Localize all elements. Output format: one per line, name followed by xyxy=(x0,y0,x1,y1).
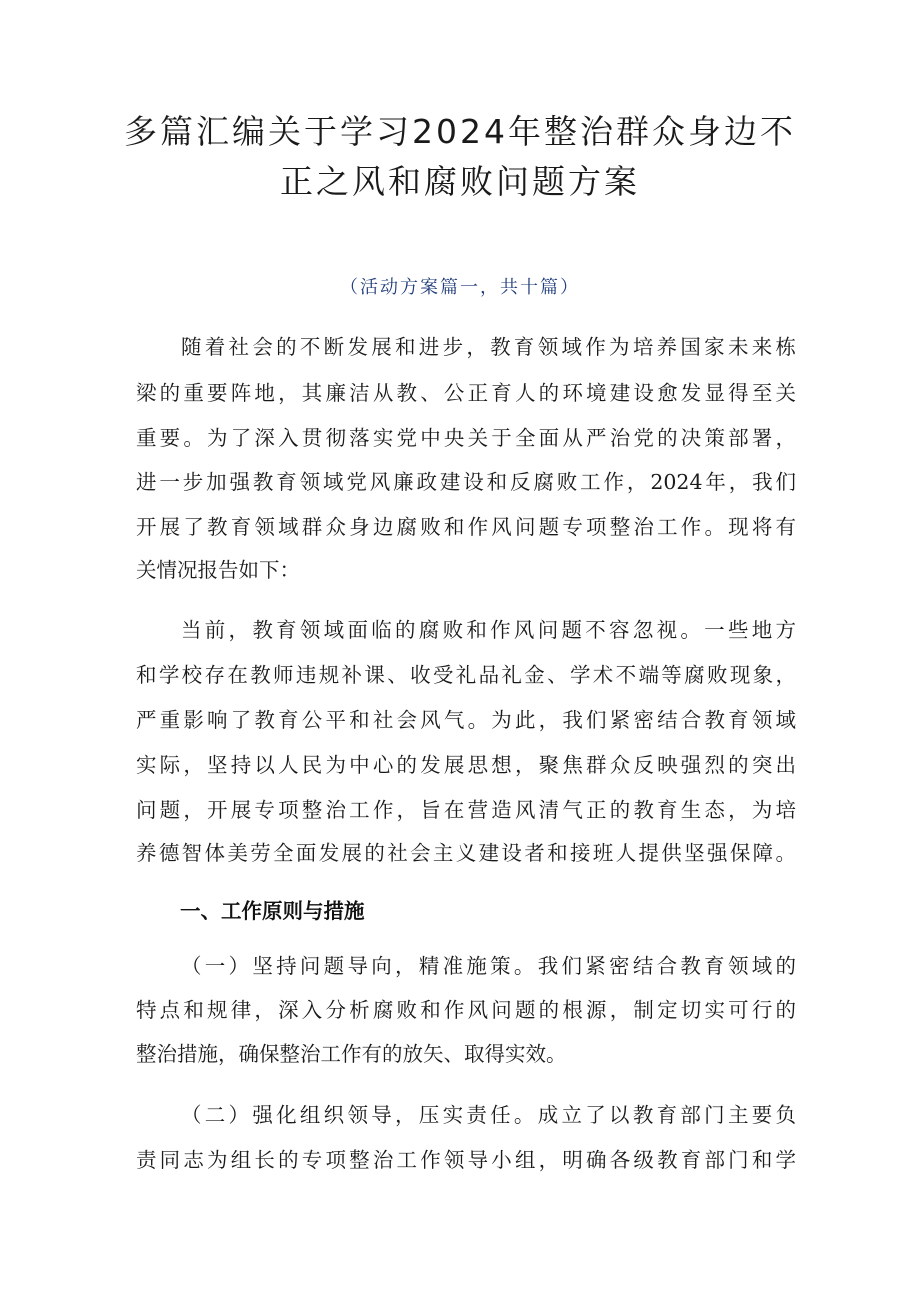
paragraph-1-line-1: 随着社会的不断发展和进步，教育领域作为培养国家未来栋 xyxy=(181,335,796,359)
paragraph-1-line-5: 开展了教育领域群众身边腐败和作风问题专项整治工作。现将有 xyxy=(136,515,796,539)
paragraph-3-line-2: 特点和规律，深入分析腐败和作风问题的根源，制定切实可行的 xyxy=(136,998,796,1022)
paragraph-2-line-4: 实际，坚持以人民为中心的发展思想，聚焦群众反映强烈的突出 xyxy=(136,753,796,777)
paragraph-1-line-2: 梁的重要阵地，其廉洁从教、公正育人的环境建设愈发显得至关 xyxy=(136,381,796,405)
paragraph-2-line-5: 问题，开展专项整治工作，旨在营造风清气正的教育生态，为培 xyxy=(136,798,796,822)
paragraph-1-line-3: 重要。为了深入贯彻落实党中央关于全面从严治党的决策部署， xyxy=(136,426,796,450)
document-title-line-1: 多篇汇编关于学习2024年整治群众身边不 xyxy=(124,112,796,151)
paragraph-4-line-1: （二）强化组织领导，压实责任。成立了以教育部门主要负 xyxy=(181,1103,796,1127)
paragraph-3-line-3: 整治措施，确保整治工作有的放矢、取得实效。 xyxy=(136,1042,567,1066)
document-title-line-2: 正之风和腐败问题方案 xyxy=(280,162,640,201)
paragraph-2-line-6: 养德智体美劳全面发展的社会主义建设者和接班人提供坚强保障。 xyxy=(136,841,796,865)
paragraph-3-line-1: （一）坚持问题导向，精准施策。我们紧密结合教育领域的 xyxy=(181,954,796,978)
paragraph-1-line-4: 进一步加强教育领域党风廉政建设和反腐败工作，2024年，我们 xyxy=(136,470,796,494)
paragraph-4-line-2: 责同志为组长的专项整治工作领导小组，明确各级教育部门和学 xyxy=(136,1148,796,1172)
paragraph-2-line-3: 严重影响了教育公平和社会风气。为此，我们紧密结合教育领域 xyxy=(136,708,796,732)
section-heading-1: 一、工作原则与措施 xyxy=(180,899,365,923)
paragraph-1-line-6: 关情况报告如下： xyxy=(136,558,300,582)
paragraph-2-line-1: 当前，教育领域面临的腐败和作风问题不容忽视。一些地方 xyxy=(181,618,796,642)
paragraph-2-line-2: 和学校存在教师违规补课、收受礼品礼金、学术不端等腐败现象， xyxy=(136,663,796,687)
document-subtitle: （活动方案篇一，共十篇） xyxy=(340,277,580,298)
